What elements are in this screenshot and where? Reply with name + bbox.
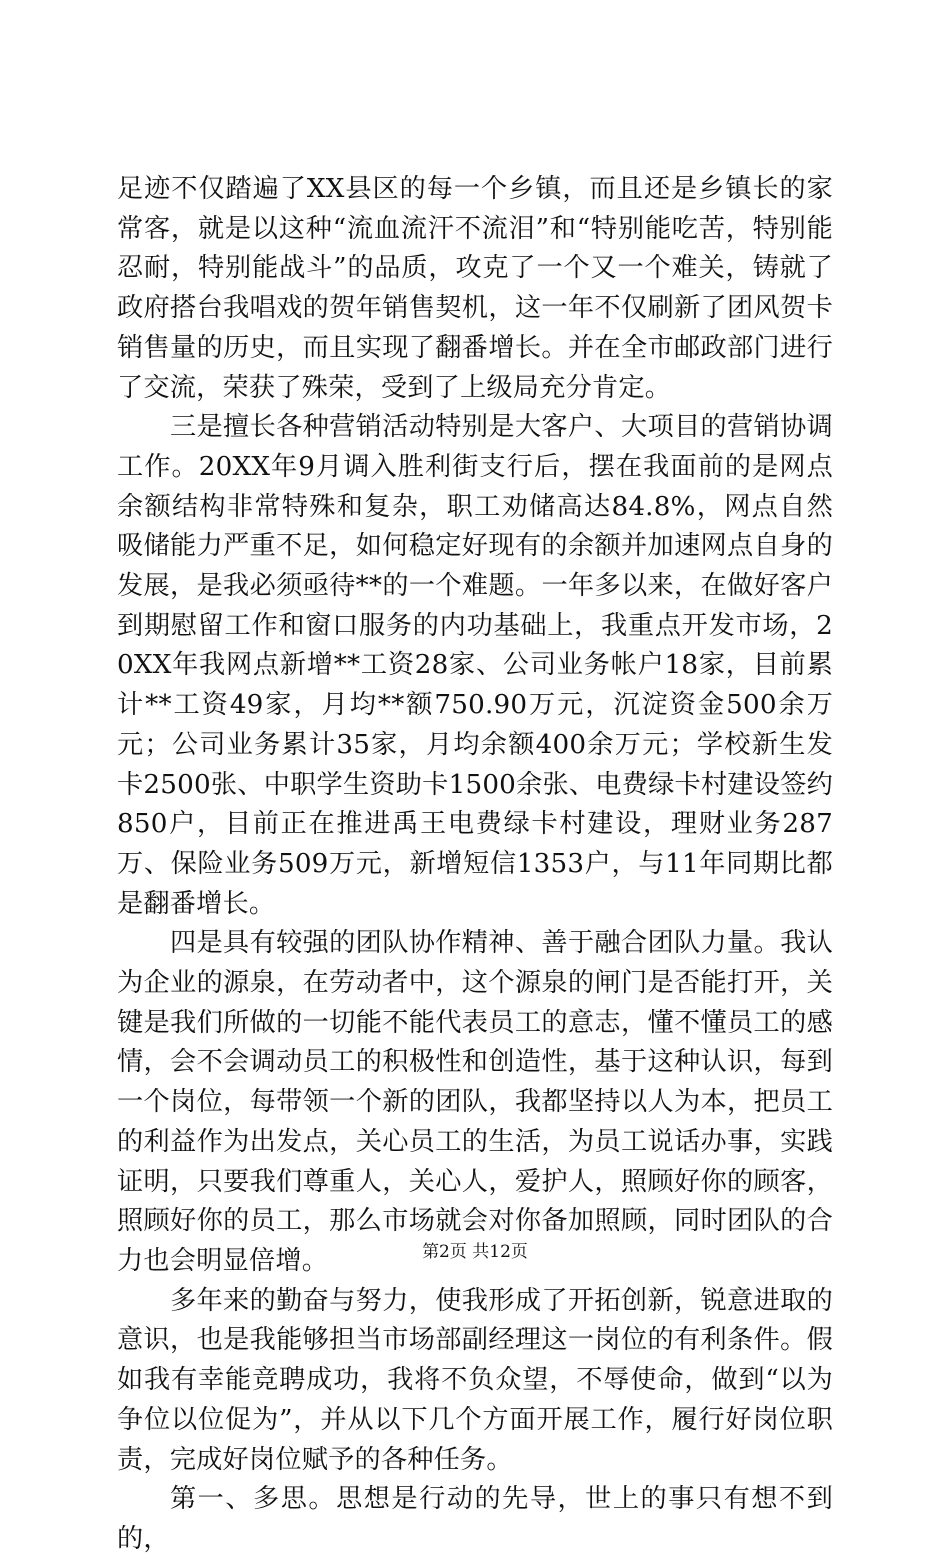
paragraph-competition-pledge: 多年来的勤奋与努力，使我形成了开拓创新，锐意进取的意识，也是我能够担当市场部副经理这一岗位的有利条件。假如我有幸能竞聘成功，我将不负众望，不辱使命，做到“以为争位以位促为”，并从以下几个方面开展工作，履行好岗位职责，完成好岗位赋予的各种任务。 [117,1285,833,1475]
document-body [117,170,833,1560]
page-footer: 第2页 共12页 [422,1242,528,1262]
paragraph-team-collaboration: 四是具有较强的团队协作精神、善于融合团队力量。我认为企业的源泉，在劳动者中，这个源泉的闸门是否能打开，关键是我们所做的一切能不能代表员工的意志，懂不懂员工的感情，会不会调动员工的积极性和创造性，基于这种认识，每到一个岗位，每带领一个新的团队，我都坚持以人为本，把员工的利益作为出发点，关心员工的生活，为员工说话办事，实践证明，只要我们尊重人，关心人，爱护人，照顾好你的顾客，照顾好你的员工，那么市场就会对你备加照顾，同时团队的合力也会明显倍增。 [117,928,833,1276]
paragraph-first-point: 第一、多思。思想是行动的先导，世上的事只有想不到的， [117,1484,833,1554]
paragraph-marketing-coordination: 三是擅长各种营销活动特别是大客户、大项目的营销协调工作。20XX年9月调入胜利街支行后，摆在我面前的是网点余额结构非常特殊和复杂，职工劝储高达84.8%，网点自然吸储能力严重不足，如何稳定好现有的余额并加速网点自身的发展，是我必须亟待**的一个难题。一年多以来，在做好客户到期慰留工作和窗口服务的内功基础上，我重点开发市场，20XX年我网点新增**工资28家、公司业务帐户18家，目前累计**工资49家，月均**额750.90万元，沉淀资金500余万元；公司业务累计35家，月均余额400余万元；学校新生发卡2500张、中职学生资助卡1500余张、电费绿卡村建设签约850户，目前正在推进禹王电费绿卡村建设，理财业务287万、保险业务509万元，新增短信1353户，与11年同期比都是翻番增长。 [117,412,833,919]
paragraph-continuation: 足迹不仅踏遍了XX县区的每一个乡镇，而且还是乡镇长的家常客，就是以这种“流血流汗不流泪”和“特别能吃苦，特别能忍耐，特别能战斗”的品质，攻克了一个又一个难关，铸就了政府搭台我唱戏的贺年销售契机，这一年不仅刷新了团风贺卡销售量的历史，而且实现了翻番增长。并在全市邮政部门进行了交流，荣获了殊荣，受到了上级局充分肯定。 [117,174,833,403]
